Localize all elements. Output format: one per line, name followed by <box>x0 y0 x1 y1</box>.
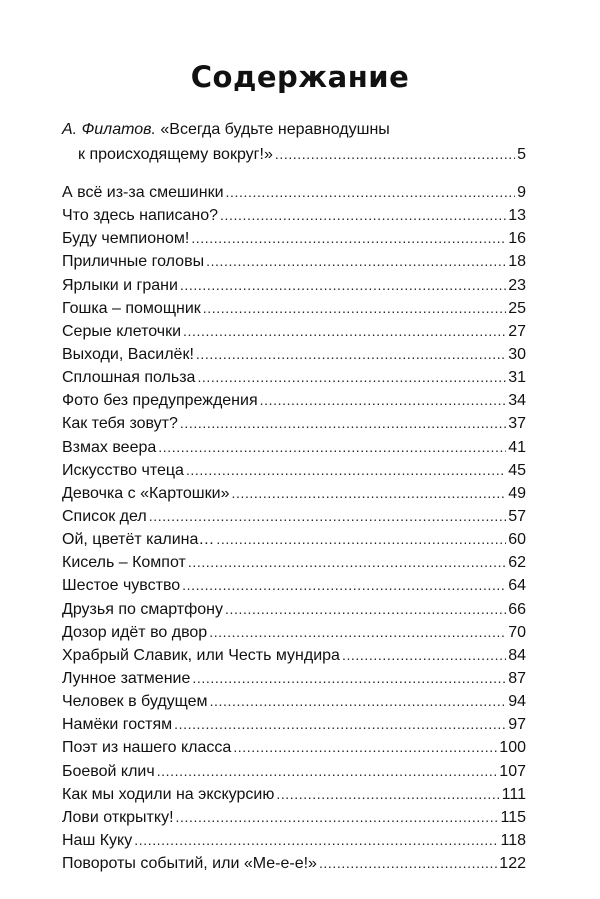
toc-entry-page-number: 62 <box>508 554 526 572</box>
toc-entry <box>62 227 526 250</box>
toc-entry-page-number: 66 <box>508 600 526 618</box>
dot-leader <box>176 806 499 829</box>
dot-leader <box>191 227 506 250</box>
toc-entry <box>62 806 526 829</box>
toc-entry <box>62 436 526 459</box>
toc-entry-page-number: 100 <box>499 739 526 757</box>
toc-entry <box>62 297 526 320</box>
toc-entry <box>62 644 526 667</box>
toc-entry <box>62 204 526 227</box>
toc-entry-page-number: 115 <box>500 808 526 826</box>
toc-entry-page-number: 13 <box>508 207 526 225</box>
dot-leader <box>182 574 506 597</box>
toc-entry <box>62 250 526 273</box>
toc-entry-title: Повороты событий, или «Ме-е-е!» <box>62 855 317 873</box>
dot-leader <box>260 389 507 412</box>
toc-entry <box>62 574 526 597</box>
intro-entry <box>62 118 526 167</box>
toc-entry <box>62 459 526 482</box>
toc-entry-title: Ярлыки и грани <box>62 276 178 294</box>
toc-entry-page-number: 37 <box>508 415 526 433</box>
dot-leader <box>233 736 497 759</box>
toc-entry-title: Список дел <box>62 507 147 525</box>
toc-entry-page-number: 23 <box>508 276 526 294</box>
toc-entry-page-number: 122 <box>499 855 526 873</box>
toc-entry-page-number: 60 <box>508 531 526 549</box>
toc-entry <box>62 389 526 412</box>
toc-entry <box>62 783 526 806</box>
toc-entry-page-number: 27 <box>508 322 526 340</box>
toc-entry-title: Шестое чувство <box>62 577 181 595</box>
dot-leader <box>276 783 499 806</box>
toc-entry-title: Ой, цветёт калина… <box>62 531 215 549</box>
toc-entry <box>62 598 526 621</box>
toc-entry-title: Друзья по смартфону <box>62 600 224 618</box>
dot-leader <box>342 644 506 667</box>
toc-entry-title: Приличные головы <box>62 253 205 271</box>
toc-entry <box>62 366 526 389</box>
toc-entry-page-number: 34 <box>508 392 526 410</box>
toc-entry <box>62 760 526 783</box>
toc-entry-page-number: 49 <box>508 484 526 502</box>
toc-entry-page-number: 9 <box>517 184 526 201</box>
toc-entry-title: Наш Куку <box>62 831 133 849</box>
toc-entry-title: Кисель – Компот <box>62 554 186 572</box>
toc-entry-page-number: 18 <box>508 253 526 271</box>
dot-leader <box>220 204 506 227</box>
toc-entry-page-number: 111 <box>501 785 526 803</box>
dot-leader <box>157 760 498 783</box>
toc-entry <box>62 852 526 875</box>
intro-line-1 <box>62 118 526 142</box>
toc-entry-page-number: 94 <box>508 693 526 711</box>
toc-entry-title: Храбрый Славик, или Честь мундира <box>62 646 340 664</box>
toc-entry <box>62 343 526 366</box>
dot-leader <box>158 436 506 459</box>
toc-entry <box>62 274 526 297</box>
toc-entry-title: Серые клеточки <box>62 322 182 340</box>
dot-leader <box>209 621 506 644</box>
page-title: Содержание <box>190 60 410 94</box>
dot-leader <box>206 250 506 273</box>
toc-entry <box>62 621 526 644</box>
toc-entry-title: Девочка с «Картошки» <box>62 484 230 502</box>
toc-entry-title: Искусство чтеца <box>62 461 184 479</box>
dot-leader <box>134 829 498 852</box>
toc-entry-page-number: 57 <box>508 507 526 525</box>
dot-leader <box>203 297 506 320</box>
toc-entry-page-number: 87 <box>508 669 526 687</box>
toc-entry-page-number: 41 <box>508 438 526 456</box>
toc-entry-page-number: 45 <box>508 461 526 479</box>
toc-entry <box>62 412 526 435</box>
intro-page-number: 5 <box>517 146 526 163</box>
dot-leader <box>186 459 506 482</box>
toc-entry-title: Лунное затмение <box>62 669 191 687</box>
dot-leader <box>174 713 506 736</box>
dot-leader <box>210 690 507 713</box>
toc-entry <box>62 528 526 551</box>
toc-entry-page-number: 64 <box>508 577 526 595</box>
toc-entry-title: Дозор идёт во двор <box>62 623 208 641</box>
intro-line-2 <box>62 142 526 167</box>
toc-entry-page-number: 16 <box>508 230 526 248</box>
intro-author: А. Филатов. <box>62 121 156 138</box>
toc-entry-title: Намёки гостям <box>62 716 173 734</box>
dot-leader <box>196 343 506 366</box>
toc-entry-title: Фото без предупреждения <box>62 392 258 410</box>
toc-entry-title: Сплошная польза <box>62 369 196 387</box>
table-of-contents <box>62 181 526 875</box>
toc-entry-page-number: 107 <box>499 762 526 780</box>
toc-entry <box>62 482 526 505</box>
dot-leader <box>275 142 515 166</box>
toc-entry-title: Лови открытку! <box>62 808 174 826</box>
toc-entry <box>62 551 526 574</box>
toc-entry-title: Взмах веера <box>62 438 157 456</box>
toc-entry-title: Буду чемпионом! <box>62 230 190 248</box>
toc-entry <box>62 713 526 736</box>
toc-entry <box>62 505 526 528</box>
intro-title-line-2: к происходящему вокруг!» <box>78 146 273 163</box>
toc-entry <box>62 181 526 204</box>
dot-leader <box>180 274 506 297</box>
toc-entry-title: Боевой клич <box>62 762 155 780</box>
intro-title-line-1: «Всегда будьте неравнодушны <box>160 121 390 138</box>
dot-leader <box>188 551 506 574</box>
toc-entry <box>62 736 526 759</box>
dot-leader <box>216 528 506 551</box>
toc-entry-title: А всё из-за смешинки <box>62 184 224 201</box>
toc-entry <box>62 829 526 852</box>
dot-leader <box>226 181 516 204</box>
toc-entry-title: Поэт из нашего класса <box>62 739 232 757</box>
dot-leader <box>180 412 506 435</box>
toc-entry-page-number: 118 <box>500 831 526 849</box>
dot-leader <box>319 852 497 875</box>
toc-entry-title: Как мы ходили на экскурсию <box>62 785 275 803</box>
dot-leader <box>231 482 506 505</box>
toc-entry-page-number: 25 <box>508 299 526 317</box>
toc-entry-page-number: 70 <box>508 623 526 641</box>
dot-leader <box>225 598 506 621</box>
toc-entry <box>62 667 526 690</box>
toc-entry <box>62 320 526 343</box>
dot-leader <box>183 320 506 343</box>
toc-entry-title: Человек в будущем <box>62 693 208 711</box>
toc-entry-page-number: 84 <box>508 646 526 664</box>
toc-entry-page-number: 31 <box>508 369 526 387</box>
toc-entry-page-number: 97 <box>508 716 526 734</box>
dot-leader <box>197 366 506 389</box>
toc-entry-title: Что здесь написано? <box>62 207 219 225</box>
toc-entry-title: Как тебя зовут? <box>62 415 178 433</box>
dot-leader <box>192 667 506 690</box>
toc-entry-page-number: 30 <box>508 345 526 363</box>
toc-entry-title: Выходи, Василёк! <box>62 345 194 363</box>
toc-entry <box>62 690 526 713</box>
dot-leader <box>149 505 506 528</box>
toc-entry-title: Гошка – помощник <box>62 299 201 317</box>
